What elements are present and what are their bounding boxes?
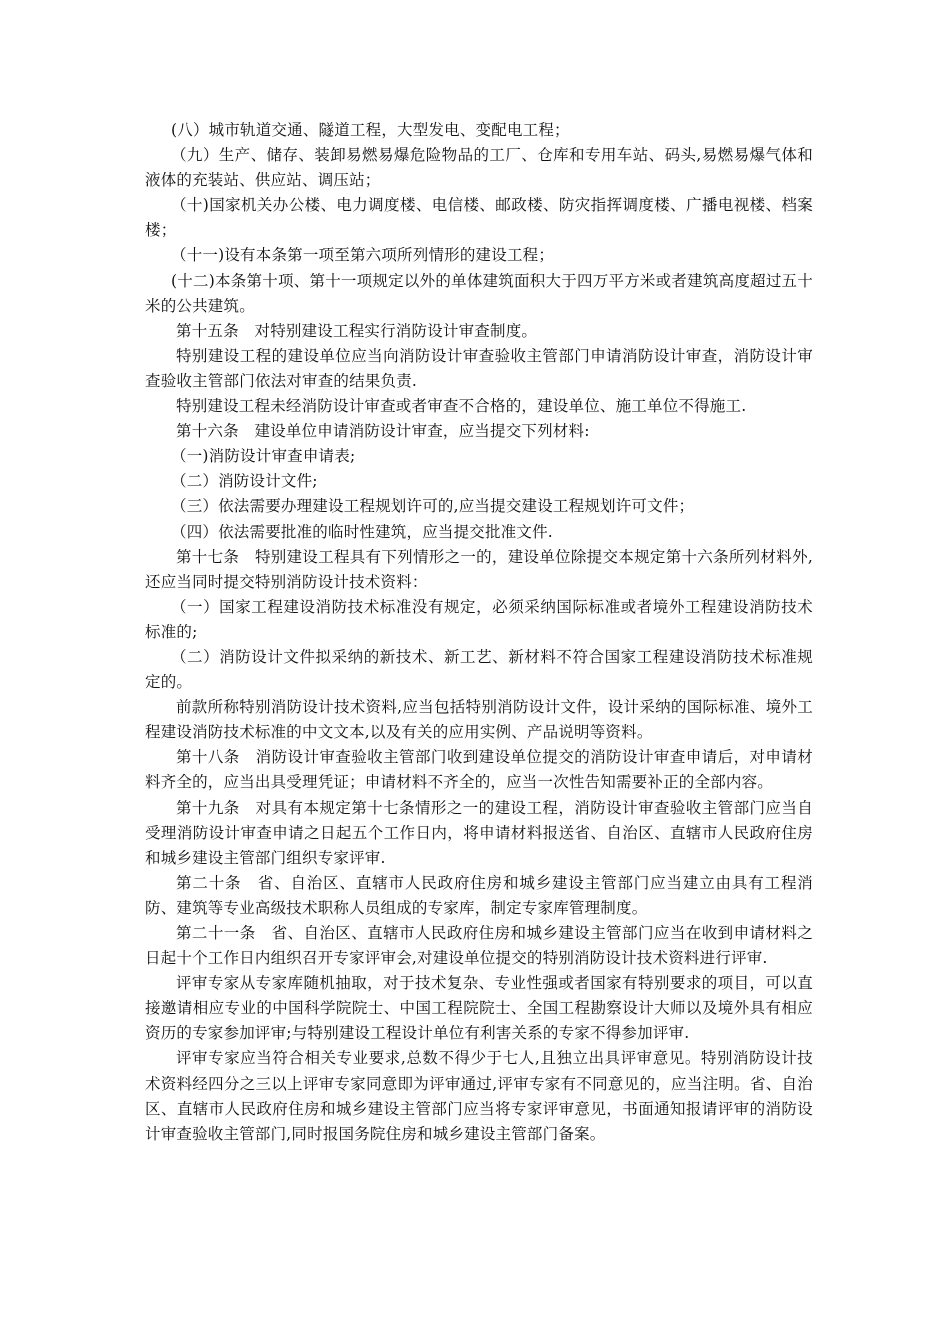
article-16-item-4: （四）依法需要批准的临时性建筑，应当提交批准文件. [171, 522, 553, 541]
article-17-item-1: （一）国家工程建设消防技术标准没有规定，必须采纳国际标准或者境外工程建设消防技术标准的; [145, 597, 813, 641]
paragraph-item-8: (八）城市轨道交通、隧道工程，大型发电、变配电工程； [171, 121, 570, 139]
article-16-heading: 第十六条 建设单位申请消防设计审查，应当提交下列材料: [176, 422, 590, 441]
article-19: 第十九条 对具有本规定第十七条情形之一的建设工程，消防设计审查验收主管部门应当自受理消防设计审查申请之日起五个工作日内，将申请材料报送省、自治区、直辖市人民政府住房和城乡建设主管部门组织专家评审. [145, 798, 813, 867]
article-15-paragraph-1: 特别建设工程的建设单位应当向消防设计审查验收主管部门申请消防设计审查，消防设计审查验收主管部门依法对审查的结果负责. [145, 346, 813, 390]
article-16-item-2: （二）消防设计文件; [171, 472, 318, 491]
article-20: 第二十条 省、自治区、直辖市人民政府住房和城乡建设主管部门应当建立由具有工程消防、建筑等专业高级技术职称人员组成的专家库，制定专家库管理制度。 [145, 873, 813, 917]
document-body [145, 118, 813, 1147]
article-17-paragraph: 前款所称特别消防设计技术资料,应当包括特别消防设计文件，设计采纳的国际标准、境外工程建设消防技术标准的中文文本,以及有关的应用实例、产品说明等资料。 [145, 698, 813, 742]
article-18: 第十八条 消防设计审查验收主管部门收到建设单位提交的消防设计审查申请后，对申请材料齐全的，应当出具受理凭证；申请材料不齐全的，应当一次性告知需要补正的全部内容。 [145, 748, 813, 792]
article-21-paragraph-2: 评审专家从专家库随机抽取，对于技术复杂、专业性强或者国家有特别要求的项目，可以直接邀请相应专业的中国科学院院士、中国工程院院士、全国工程勘察设计大师以及境外具有相应资历的专家参加评审;与特别建设工程设计单位有利害关系的专家不得参加评审. [145, 974, 813, 1043]
article-17-item-2: （二）消防设计文件拟采纳的新技术、新工艺、新材料不符合国家工程建设消防技术标准规定的。 [145, 647, 813, 692]
article-15-heading: 第十五条 对特别建设工程实行消防设计审查制度。 [176, 321, 538, 340]
article-21: 第二十一条 省、自治区、直辖市人民政府住房和城乡建设主管部门应当在收到申请材料之日起十个工作日内组织召开专家评审会,对建设单位提交的特别消防设计技术资料进行评审. [145, 924, 813, 968]
paragraph-item-11: （十一)设有本条第一项至第六项所列情形的建设工程； [171, 246, 555, 265]
article-15-paragraph-2: 特别建设工程未经消防设计审查或者审查不合格的，建设单位、施工单位不得施工. [176, 397, 747, 416]
article-17-heading: 第十七条 特别建设工程具有下列情形之一的，建设单位除提交本规定第十六条所列材料外,还应当同时提交特别消防设计技术资料： [145, 547, 813, 591]
paragraph-item-9: （九）生产、储存、装卸易燃易爆危险物品的工厂、仓库和专用车站、码头,易燃易爆气体和液体的充装站、供应站、调压站； [145, 146, 813, 190]
paragraph-item-10: （十)国家机关办公楼、电力调度楼、电信楼、邮政楼、防灾指挥调度楼、广播电视楼、档案楼； [145, 196, 813, 240]
article-21-paragraph-3: 评审专家应当符合相关专业要求,总数不得少于七人,且独立出具评审意见。特别消防设计技术资料经四分之三以上评审专家同意即为评审通过,评审专家有不同意见的，应当注明。省、自治区、直辖市人民政府住房和城乡建设主管部门应当将专家评审意见，书面通知报请评审的消防设计审查验收主管部门,同时报国务院住房和城乡建设主管部门备案。 [145, 1049, 813, 1143]
paragraph-item-12: (十二)本条第十项、第十一项规定以外的单体建筑面积大于四万平方米或者建筑高度超过五十米的公共建筑。 [145, 271, 813, 315]
article-16-item-3: （三）依法需要办理建设工程规划许可的,应当提交建设工程规划许可文件； [171, 497, 695, 516]
article-16-item-1: （一)消防设计审查申请表; [171, 447, 356, 466]
